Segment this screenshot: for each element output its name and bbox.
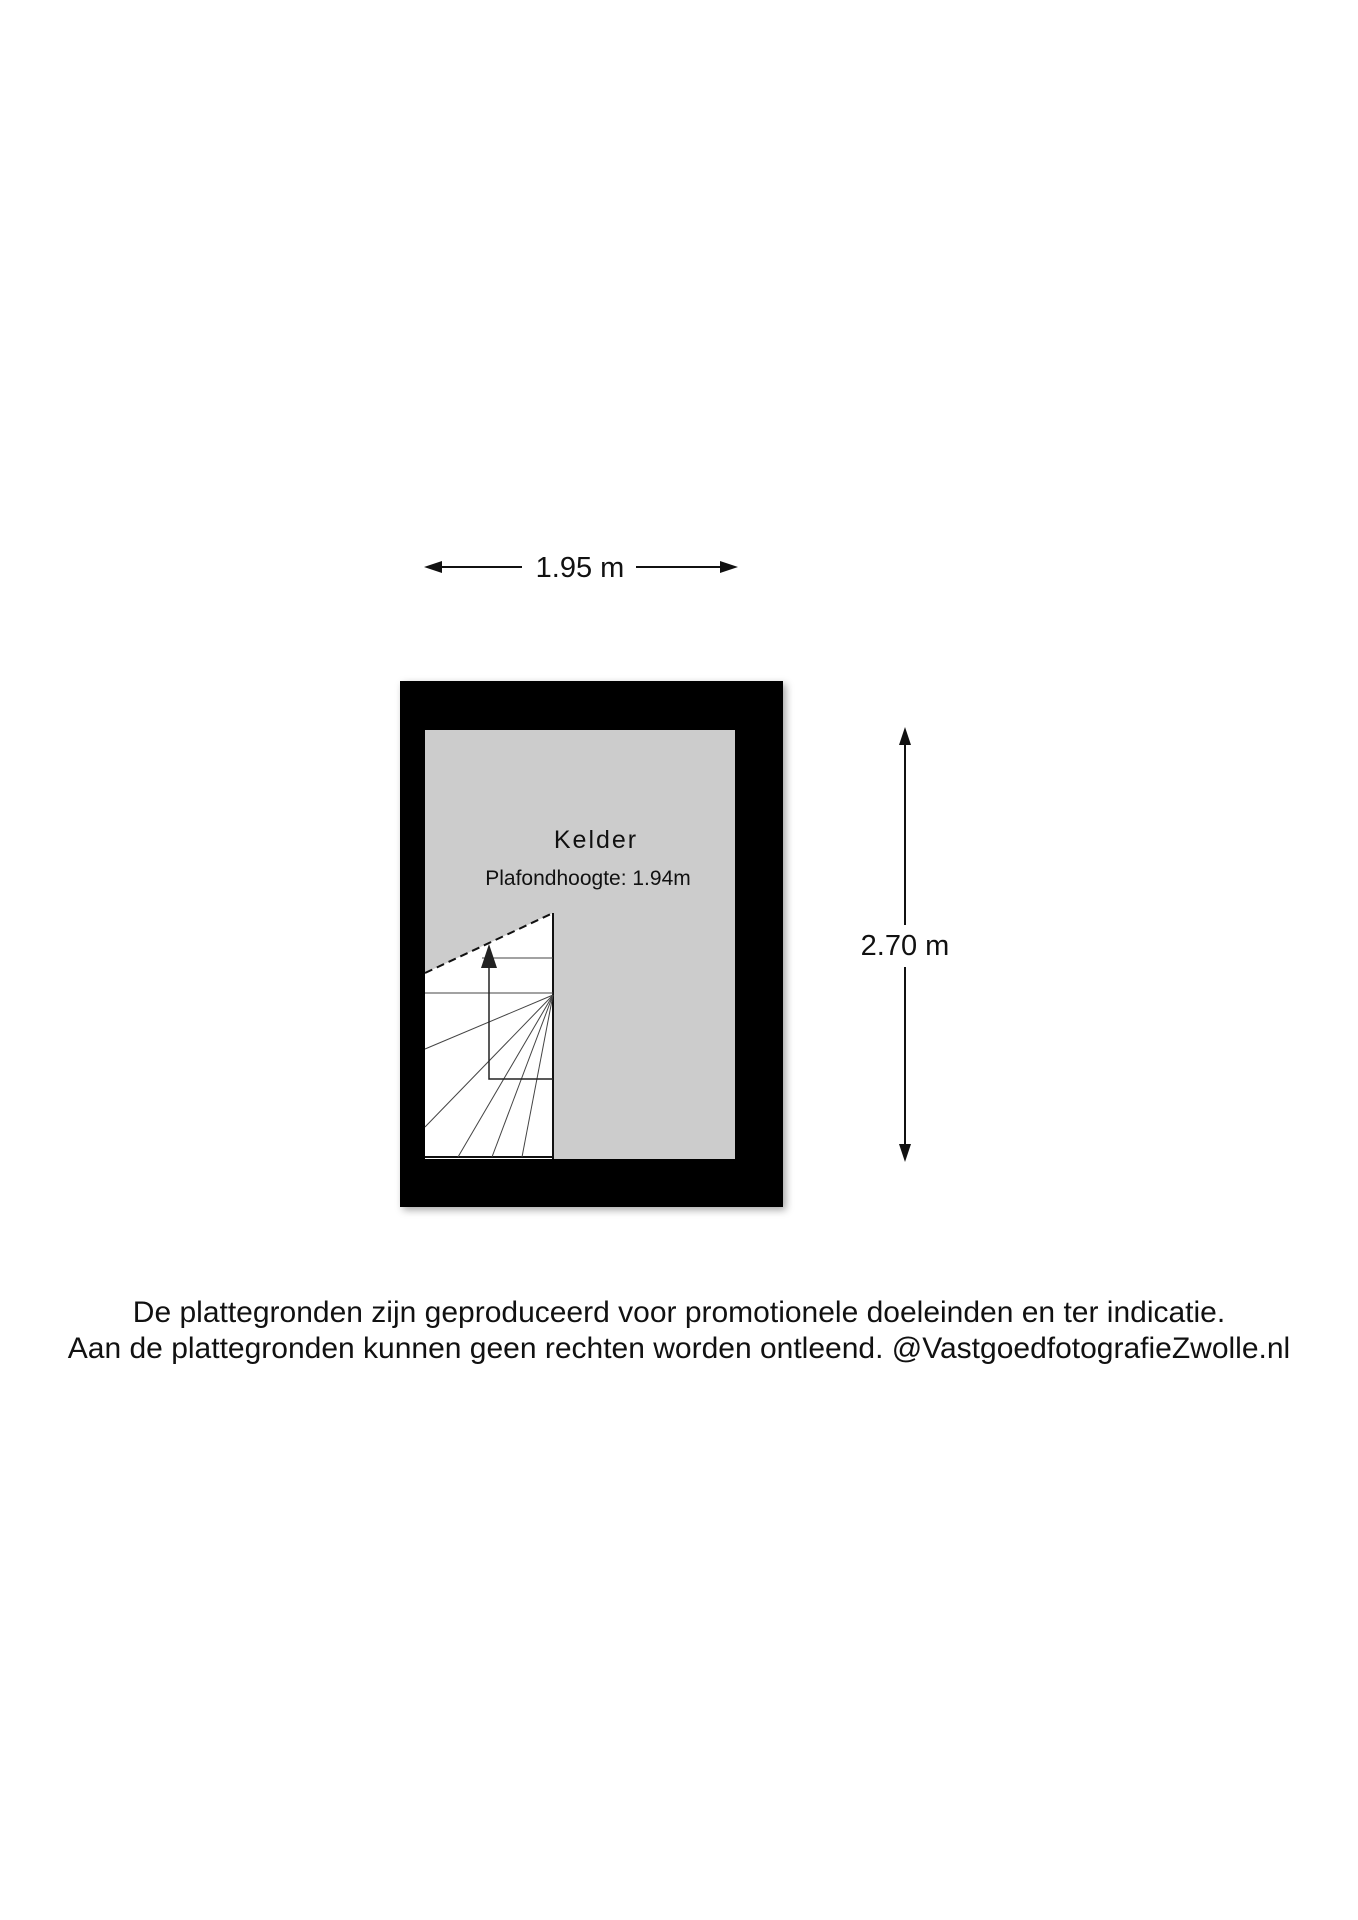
room-name: Kelder — [553, 826, 639, 854]
arrow-left-icon — [424, 561, 442, 573]
width-dimension — [424, 552, 738, 584]
height-label: 2.70 m — [860, 930, 950, 962]
arrow-right-icon — [720, 561, 738, 573]
room-ceiling-height: Plafondhoogte: 1.94m — [485, 867, 691, 890]
width-label: 1.95 m — [535, 552, 625, 584]
height-dimension — [861, 727, 950, 1162]
arrow-down-icon — [899, 1144, 911, 1162]
disclaimer-line-2: Aan de plattegronden kunnen geen rechten worden ontleend. @VastgoedfotografieZwolle.nl — [67, 1332, 1291, 1365]
arrow-up-icon — [899, 727, 911, 745]
disclaimer-line-1: De plattegronden zijn geproduceerd voor promotionele doeleinden en ter indicatie. — [132, 1296, 1226, 1329]
